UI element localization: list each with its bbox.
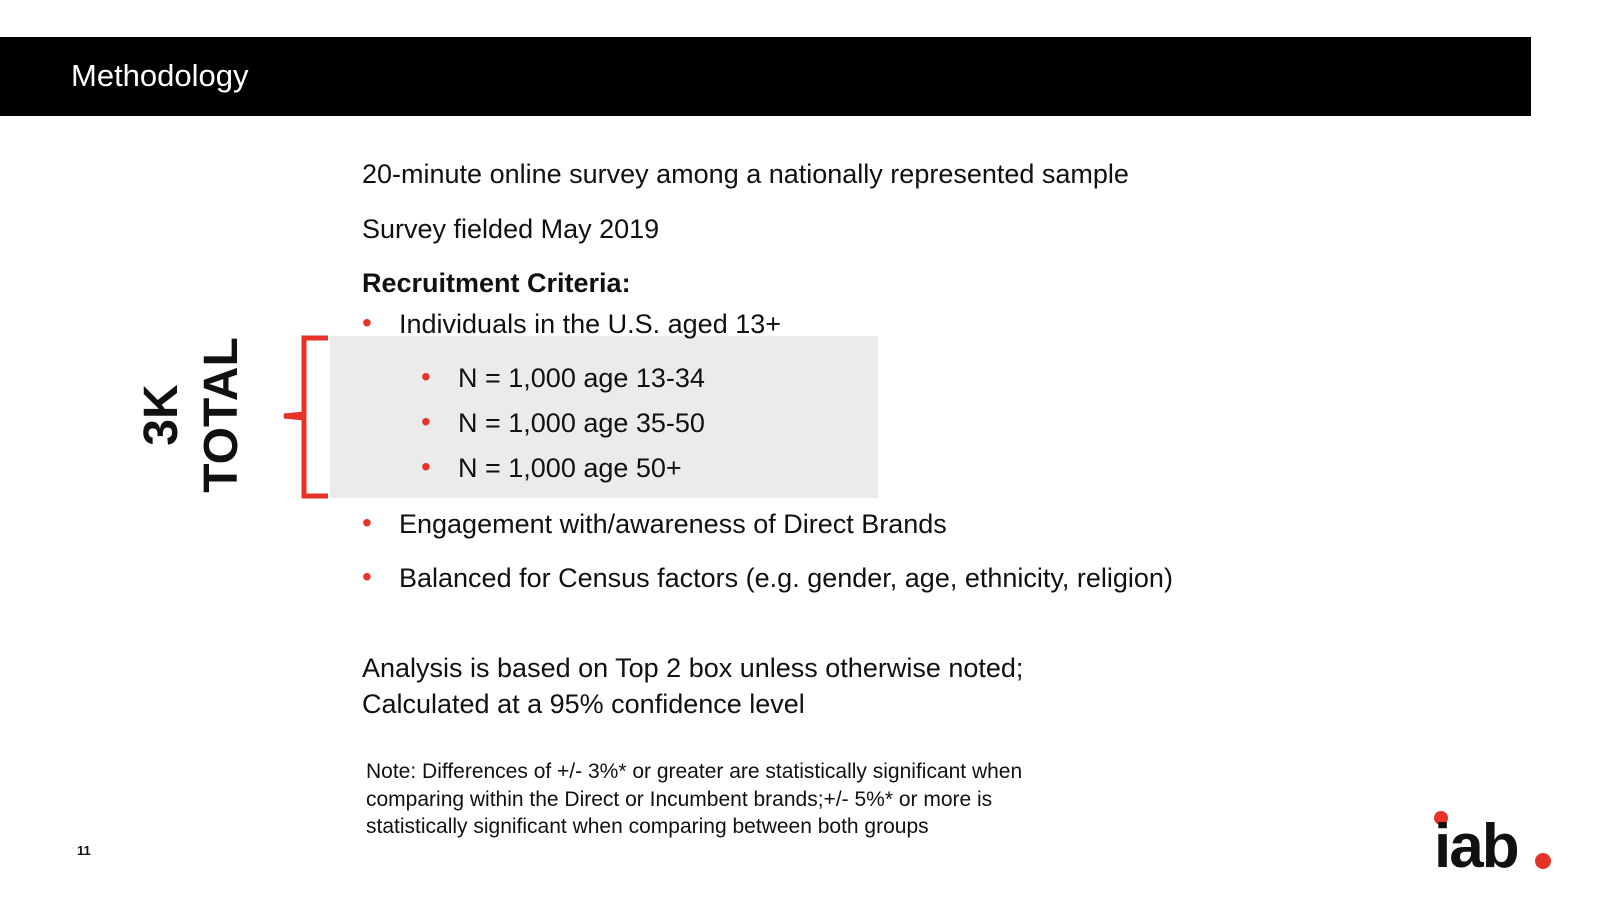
iab-logo (1433, 805, 1555, 875)
criteria-heading: Recruitment Criteria: (362, 268, 631, 298)
list-item (421, 360, 431, 394)
list-item-text: N = 1,000 age 50+ (458, 453, 682, 483)
list-item (421, 450, 431, 484)
total-callout (132, 337, 252, 493)
analysis-text: Analysis is based on Top 2 box unless otherwise noted; (362, 653, 1024, 683)
note-text: comparing within the Direct or Incumbent brands;+/- 5%* or more is (366, 788, 993, 811)
list-item-text: Engagement with/awareness of Direct Brands (399, 509, 947, 539)
survey-date: Survey fielded May 2019 (362, 214, 660, 244)
list-item (421, 405, 431, 439)
list-item-text: N = 1,000 age 35-50 (458, 408, 705, 438)
bullet-icon: • (362, 507, 372, 538)
list-item (362, 506, 372, 540)
bracket-icon (280, 334, 332, 502)
bullet-icon: • (421, 451, 431, 482)
note-text: Note: Differences of +/- 3%* or greater are statistically significant when (366, 760, 1023, 783)
total-callout-value: 3K (135, 384, 188, 446)
survey-description: 20-minute online survey among a nationally represented sample (362, 159, 1129, 189)
list-item-text: Individuals in the U.S. aged 13+ (399, 309, 782, 339)
page-number: 11 (77, 843, 91, 858)
list-item-text: Balanced for Census factors (e.g. gender, age, ethnicity, religion) (399, 563, 1173, 593)
bullet-icon: • (362, 561, 372, 592)
note-text: statistically significant when comparing between both groups (366, 815, 929, 838)
analysis-text: Calculated at a 95% confidence level (362, 689, 805, 719)
list-item (362, 560, 372, 594)
list-item (362, 306, 372, 340)
bullet-icon: • (421, 361, 431, 392)
bullet-icon: • (421, 406, 431, 437)
logo-text: iab (1434, 812, 1518, 875)
page-title: Methodology (71, 58, 249, 93)
list-item-text: N = 1,000 age 13-34 (458, 363, 705, 393)
bullet-icon: • (362, 307, 372, 338)
total-callout-label: TOTAL (195, 337, 248, 493)
